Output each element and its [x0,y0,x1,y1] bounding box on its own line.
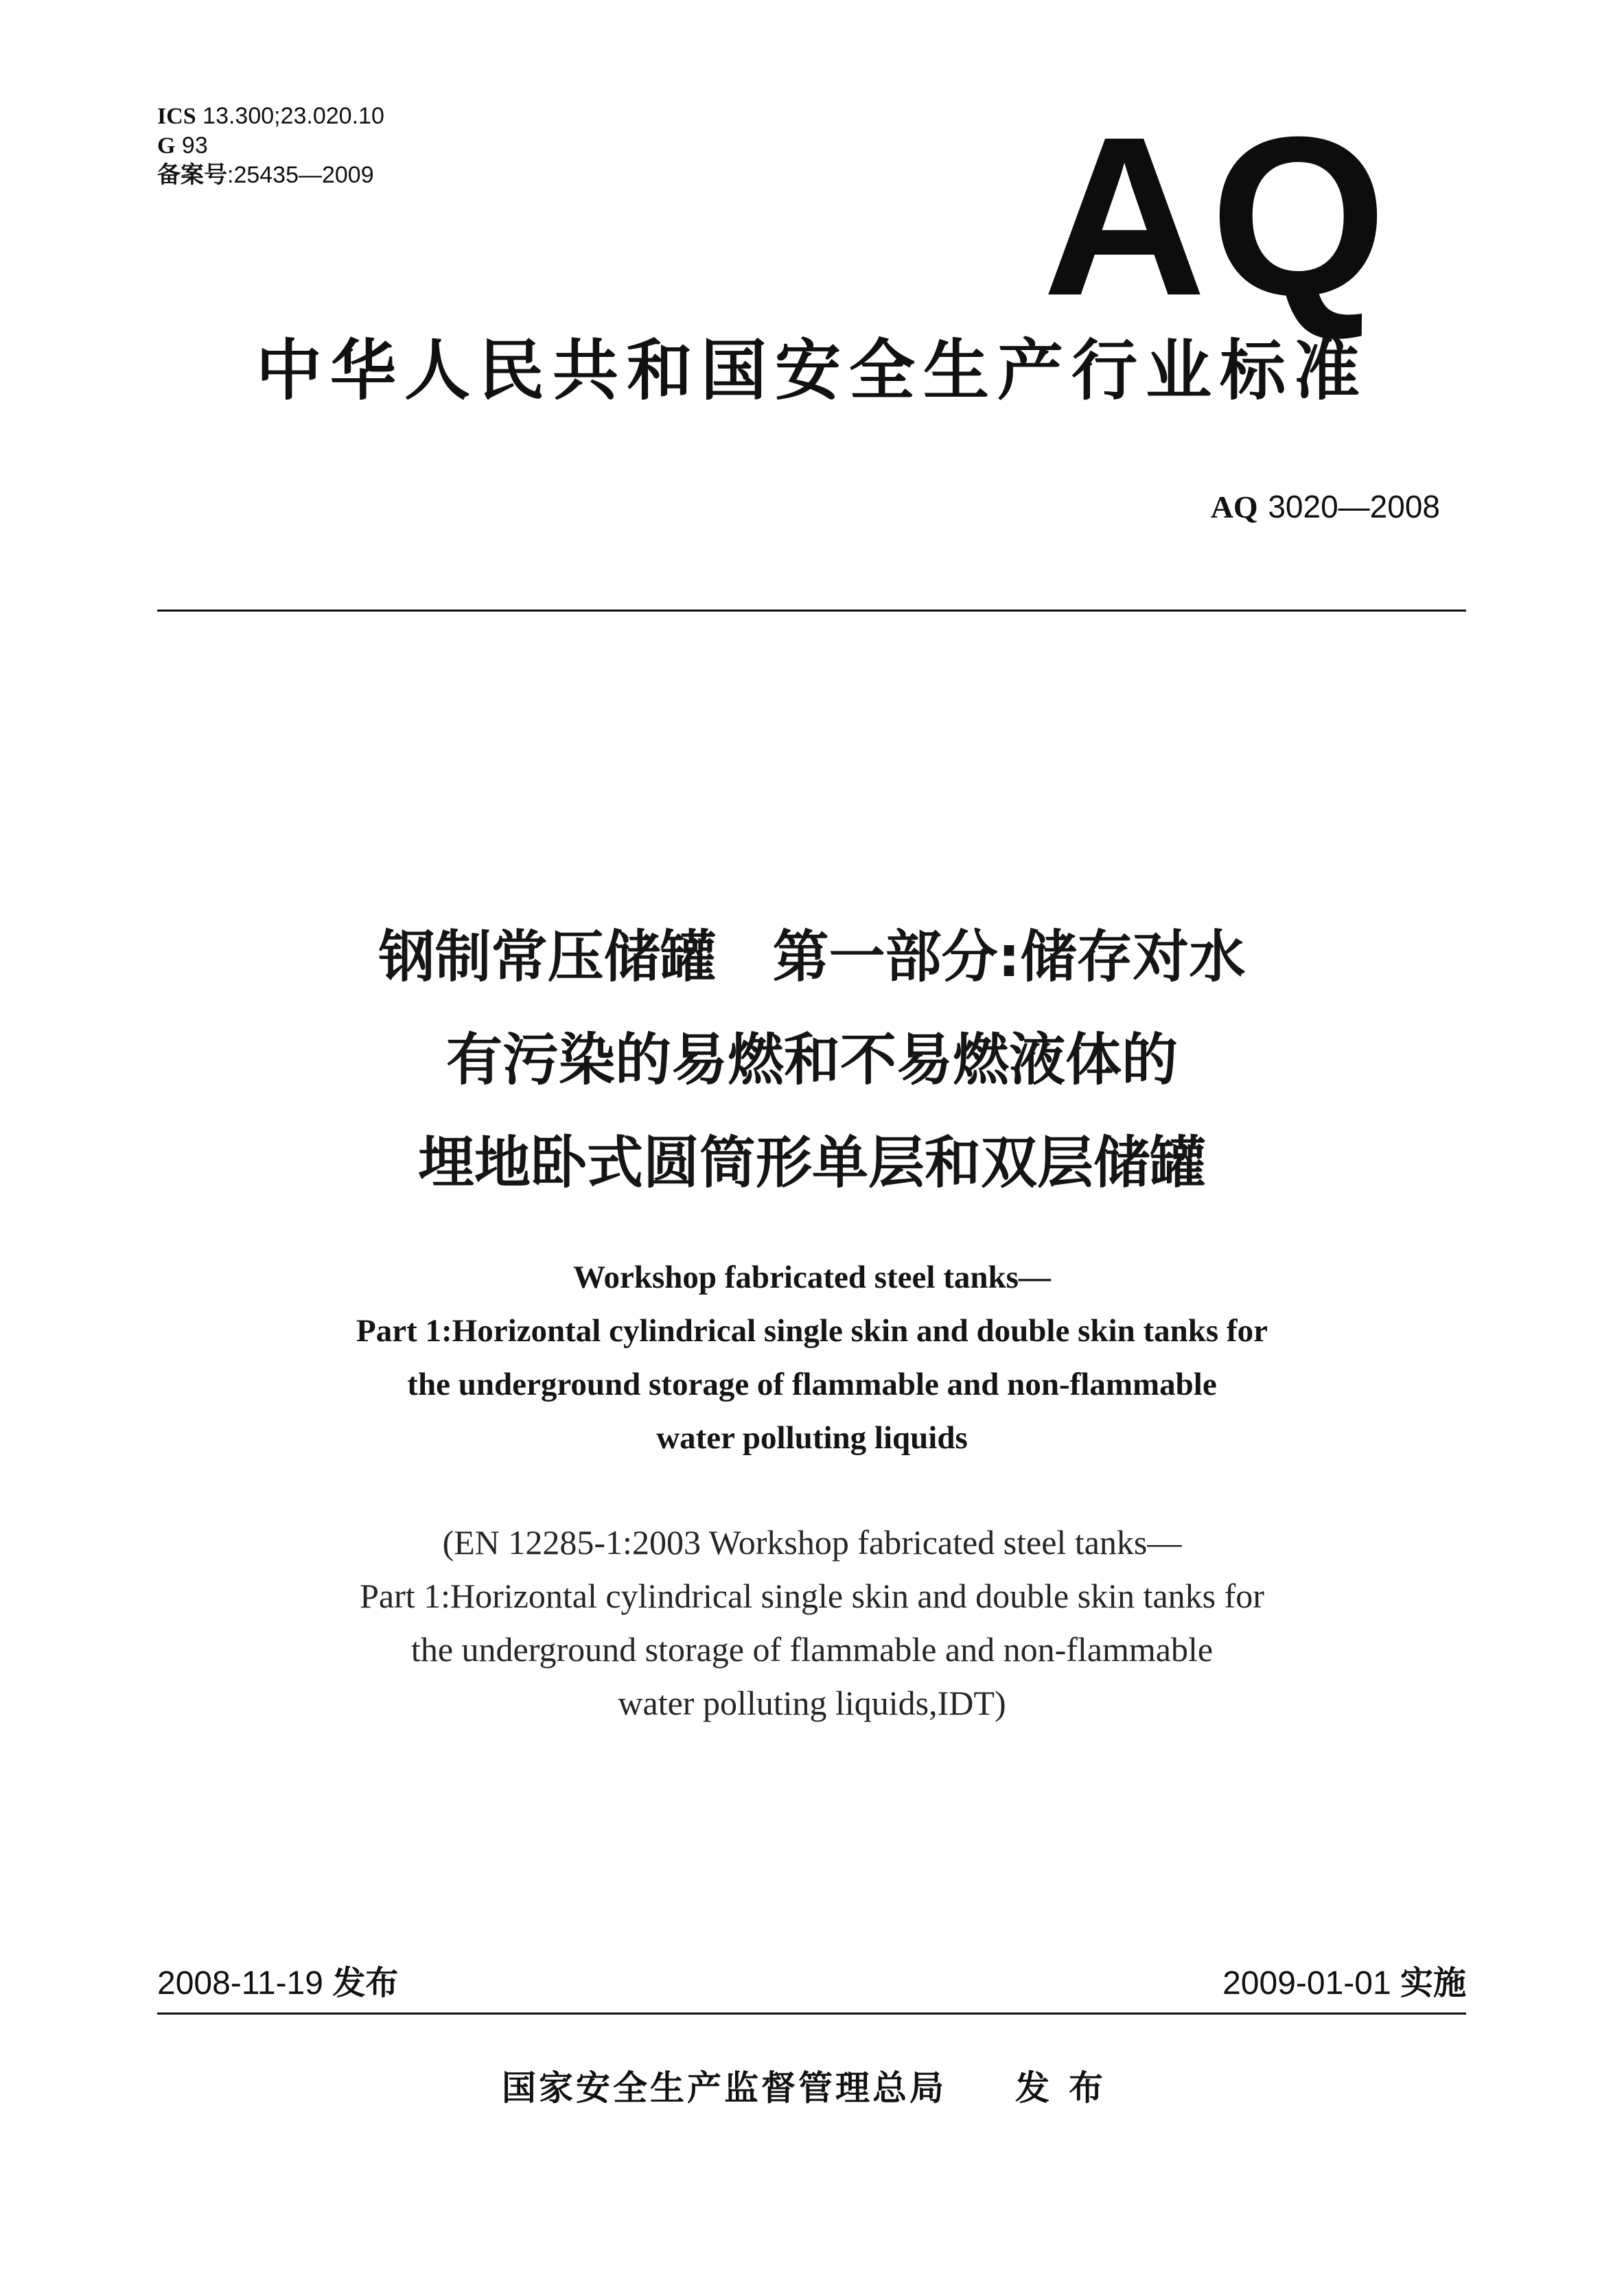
title-english [0,1251,1624,1465]
ccs-value: 93 [181,132,208,159]
issuer-action: 发布 [1015,2068,1122,2108]
ics-code [157,102,384,131]
ics-label: ICS [157,104,196,129]
issuer [0,2066,1624,2110]
title-english-line: the underground storage of flammable and non-flammable [407,1367,1217,1402]
equivalence-line: (EN 12285-1:2003 Workshop fabricated steel tanks— [442,1523,1182,1562]
title-chinese-line: 埋地卧式圆筒形单层和双层储罐 [417,1130,1206,1196]
aq-logo: AQ [1043,89,1391,343]
ics-value: 13.300;23.020.10 [202,103,384,129]
issue-date [157,1963,398,2004]
filing-number [157,161,384,189]
equivalence-line: water polluting liquids,IDT) [618,1684,1006,1722]
ccs-label: G [157,133,176,159]
issue-date-label: 发布 [332,1964,399,2002]
equivalence-line: the underground storage of flammable and non-flammable [410,1630,1214,1669]
header-divider [157,610,1466,612]
issue-date-value: 2008-11-19 [157,1965,323,2002]
title-english-line: Workshop fabricated steel tanks— [573,1260,1051,1295]
footer-divider [157,2013,1466,2015]
title-chinese [0,906,1624,1215]
equivalence-statement [0,1516,1624,1730]
effective-date-label: 实施 [1400,1964,1466,2002]
effective-date [1222,1963,1466,2004]
standard-number-prefix: AQ [1210,489,1258,524]
standard-number-value: 3020—2008 [1268,489,1440,524]
classification-block [157,102,384,189]
standard-number [1211,487,1440,526]
title-english-line: Part 1:Horizontal cylindrical single skin and double skin tanks for [356,1313,1268,1349]
filing-label: 备案号 [157,162,227,188]
title-chinese-line: 钢制常压储罐 第一部分:储存对水 [378,925,1246,990]
filing-value: :25435—2009 [227,162,374,188]
effective-date-value: 2009-01-01 [1222,1965,1391,2002]
standard-heading: 中华人民共和国安全生产行业标准 [256,332,1368,409]
title-chinese-line: 有污染的易燃和不易燃液体的 [445,1028,1178,1093]
equivalence-line: Part 1:Horizontal cylindrical single skin and double skin tanks for [360,1577,1264,1615]
title-english-line: water polluting liquids [656,1420,968,1456]
issuer-organization: 国家安全生产监督管理总局 [502,2068,947,2108]
ccs-code [157,131,384,161]
